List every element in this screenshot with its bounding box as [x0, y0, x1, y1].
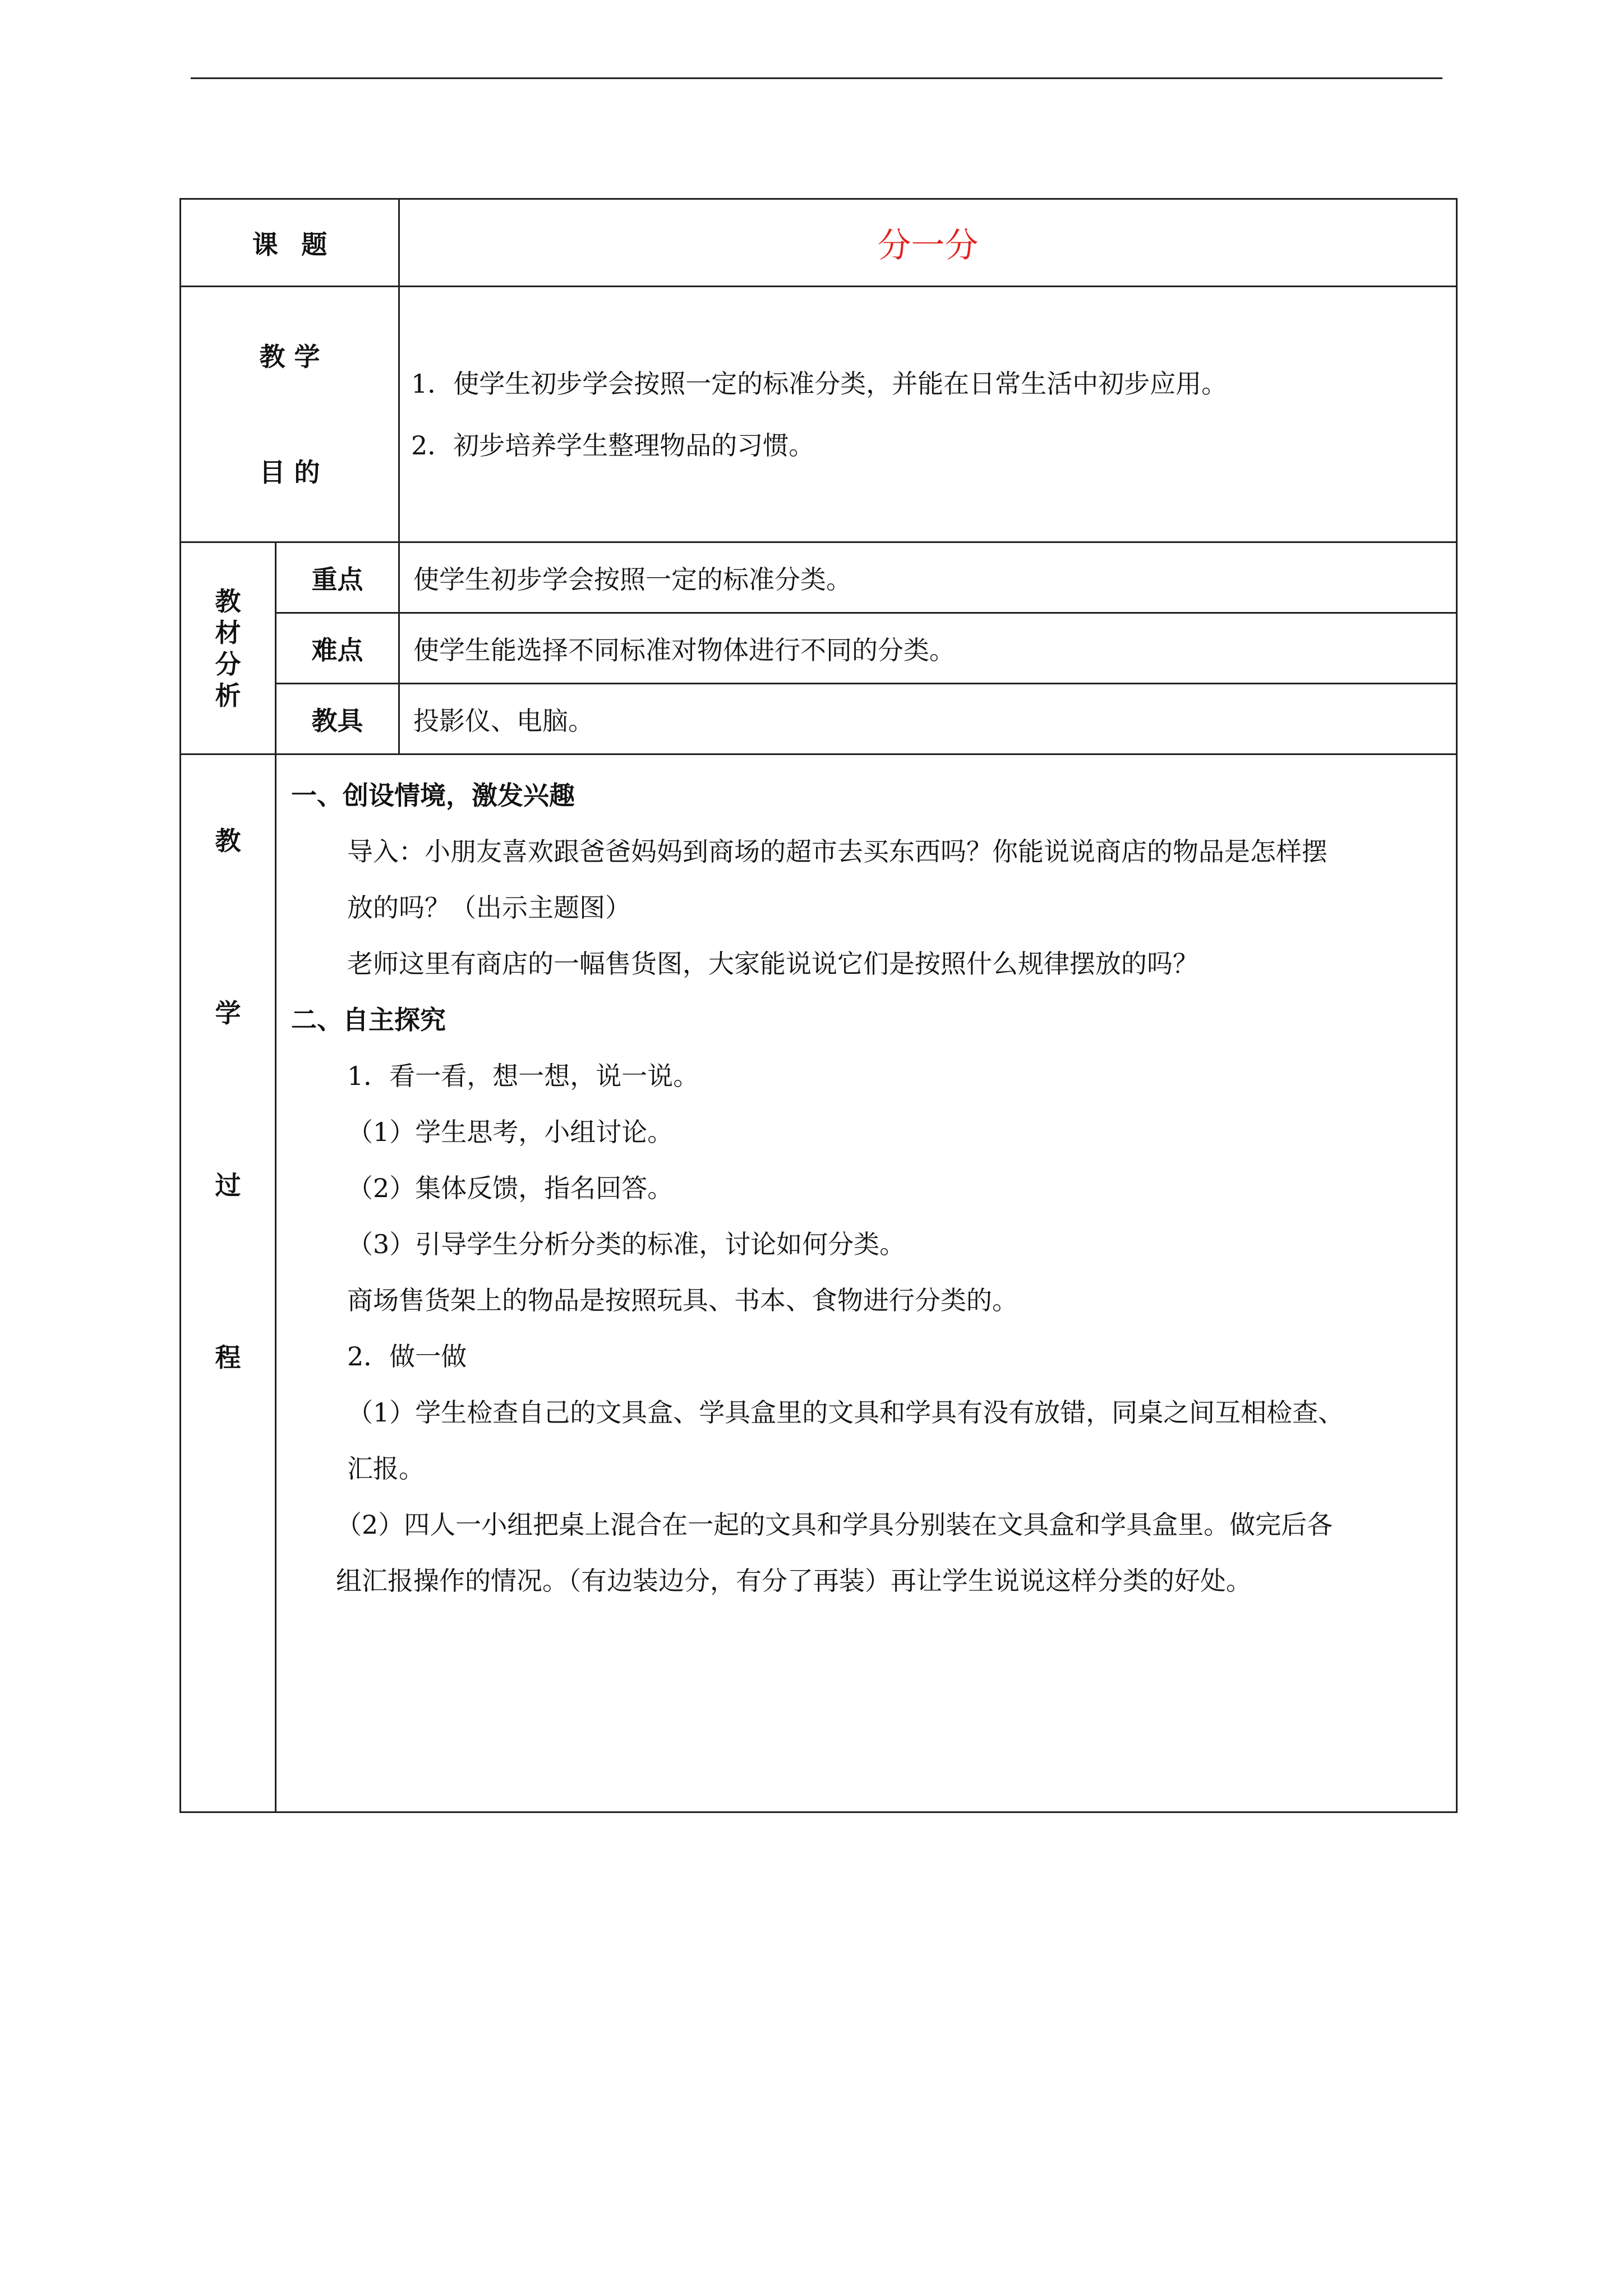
analysis-label-char: 教: [215, 586, 241, 616]
process-label-char: 过: [215, 1170, 241, 1200]
goals-content: [399, 287, 1457, 542]
paragraph: （3）引导学生分析分类的标准，讨论如何分类。: [347, 1229, 906, 1259]
paragraph: （1）学生思考，小组讨论。: [347, 1117, 674, 1147]
analysis-difficulty-label: 难点: [276, 613, 399, 684]
header-rule: [191, 77, 1442, 79]
paragraph: 导入：小朋友喜欢跟爸爸妈妈到商场的超市去买东西吗？你能说说商店的物品是怎样摆: [347, 836, 1327, 867]
section-heading: 一、创设情境，激发兴趣: [291, 780, 575, 811]
topic-row: [181, 199, 1457, 287]
topic-label: [181, 199, 399, 287]
goal-item: 1．使学生初步学会按照一定的标准分类，并能在日常生活中初步应用。: [411, 368, 1228, 399]
analysis-label: [181, 542, 276, 754]
analysis-label-char: 析: [215, 680, 241, 711]
process-row: [181, 754, 1457, 1812]
process-label-char: 程: [215, 1342, 241, 1373]
analysis-tools-value: 投影仪、电脑。: [399, 684, 1457, 754]
goals-label: [181, 287, 399, 542]
process-label-char: 学: [215, 998, 241, 1028]
section-heading: 二、自主探究: [291, 1005, 446, 1035]
paragraph: （1）学生检查自己的文具盒、学具盒里的文具和学具有没有放错，同桌之间互相检查、: [347, 1397, 1344, 1428]
analysis-tools-label: 教具: [276, 684, 399, 754]
process-label-char: 教: [215, 826, 241, 856]
analysis-key-value: 使学生初步学会按照一定的标准分类。: [399, 542, 1457, 613]
goal-item: 2．初步培养学生整理物品的习惯。: [411, 430, 815, 461]
process-content: [276, 754, 1457, 1812]
topic-label-char: 课: [252, 229, 278, 260]
paragraph: 汇报。: [347, 1453, 425, 1484]
paragraph: 老师这里有商店的一幅售货图，大家能说说它们是按照什么规律摆放的吗？: [347, 949, 1198, 979]
analysis-difficulty-value: 使学生能选择不同标准对物体进行不同的分类。: [399, 613, 1457, 684]
analysis-row-key: [181, 542, 1457, 613]
lesson-title: 分一分: [399, 199, 1457, 287]
analysis-label-char: 材: [215, 617, 241, 648]
paragraph: （2）四人一小组把桌上混合在一起的文具和学具分别装在文具盒和学具盒里。做完后各: [336, 1510, 1333, 1540]
analysis-row-tools: [181, 684, 1457, 754]
lesson-plan-table: [179, 198, 1458, 1813]
goals-row: [181, 287, 1457, 542]
analysis-key-label: 重点: [276, 542, 399, 613]
analysis-label-char: 分: [215, 648, 241, 679]
paragraph: 放的吗？（出示主题图）: [347, 892, 631, 923]
paragraph: 组汇报操作的情况。（有边装边分，有分了再装）再让学生说说这样分类的好处。: [336, 1566, 1252, 1596]
paragraph: 2．做一做: [347, 1341, 467, 1372]
goals-label-line: 目 的: [259, 457, 320, 487]
paragraph: 商场售货架上的物品是按照玩具、书本、食物进行分类的。: [347, 1285, 1018, 1315]
paragraph: （2）集体反馈，指名回答。: [347, 1173, 674, 1203]
topic-label-char: 题: [301, 229, 328, 260]
analysis-row-difficulty: [181, 613, 1457, 684]
paragraph: 1．看一看，想一想，说一说。: [347, 1061, 699, 1091]
process-label: [181, 754, 276, 1812]
goals-label-line: 教 学: [259, 341, 320, 372]
